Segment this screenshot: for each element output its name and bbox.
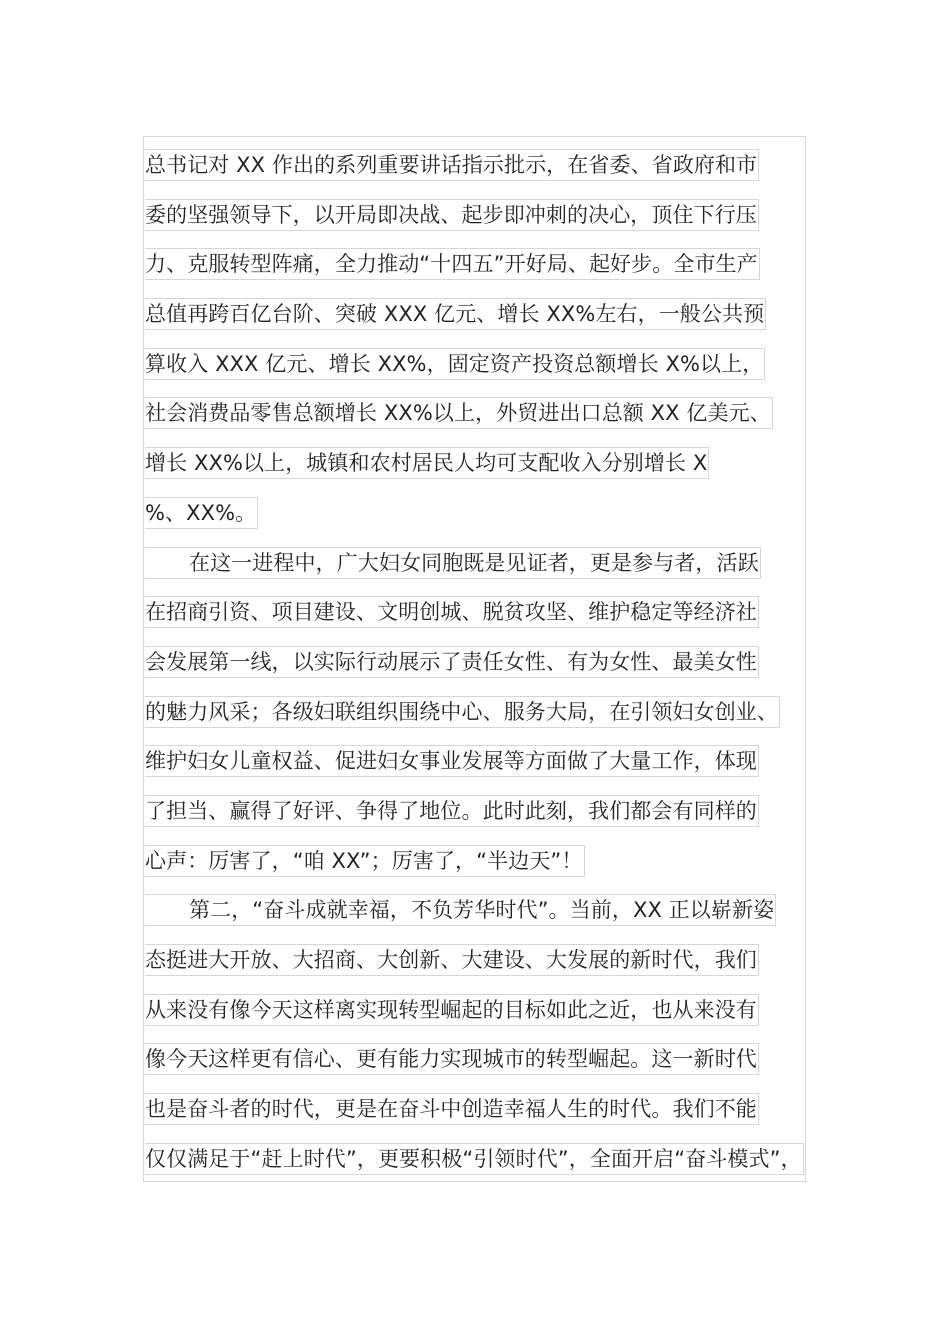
text-line [145, 983, 835, 1033]
text-line [145, 635, 835, 685]
document-body [145, 138, 835, 1181]
text-line [145, 237, 835, 287]
line-text: %、XX%。 [145, 497, 258, 529]
line-text: 的魅力风采；各级妇联组织围绕中心、服务大局，在引领妇女创业、 [145, 696, 780, 728]
line-text: 算收入 XXX 亿元、增长 XX%，固定资产投资总额增长 X%以上， [145, 348, 765, 380]
text-line [145, 1032, 835, 1082]
text-line [145, 834, 835, 884]
text-line [145, 1132, 835, 1182]
paragraph-start-line [145, 536, 835, 586]
line-text: 增长 XX%以上，城镇和农村居民人均可支配收入分别增长 X [145, 447, 709, 479]
line-text: 总值再跨百亿台阶、突破 XXX 亿元、增长 XX%左右，一般公共预 [145, 298, 766, 330]
line-text: 了担当、赢得了好评、争得了地位。此时此刻，我们都会有同样的 [145, 795, 759, 827]
text-line [145, 685, 835, 735]
text-line [145, 734, 835, 784]
line-text: 也是奋斗者的时代，更是在奋斗中创造幸福人生的时代。我们不能 [145, 1093, 759, 1125]
text-line [145, 1082, 835, 1132]
line-text: 力、克服转型阵痛，全力推动“十四五”开好局、起好步。全市生产 [145, 248, 760, 280]
text-line [145, 188, 835, 238]
text-line [145, 486, 835, 536]
line-text: 在招商引资、项目建设、文明创城、脱贫攻坚、维护稳定等经济社 [145, 596, 759, 628]
line-text: 第二，“奋斗成就幸福，不负芳华时代”。当前，XX 正以崭新姿 [145, 894, 776, 926]
line-text: 总书记对 XX 作出的系列重要讲话指示批示，在省委、省政府和市 [145, 149, 759, 181]
paragraph-start-line [145, 883, 835, 933]
text-line [145, 287, 835, 337]
line-text: 态挺进大开放、大招商、大创新、大建设、大发展的新时代，我们 [145, 944, 759, 976]
line-text: 维护妇女儿童权益、促进妇女事业发展等方面做了大量工作，体现 [145, 745, 759, 777]
text-line [145, 933, 835, 983]
text-line [145, 386, 835, 436]
line-text: 仅仅满足于“赶上时代”，更要积极“引领时代”，全面开启“奋斗模式”， [145, 1143, 804, 1175]
text-line [145, 337, 835, 387]
line-text: 心声：厉害了，“咱 XX”；厉害了，“半边天”！ [145, 845, 585, 877]
line-text: 在这一进程中，广大妇女同胞既是见证者，更是参与者，活跃 [145, 547, 761, 579]
text-line [145, 784, 835, 834]
text-line [145, 585, 835, 635]
line-text: 社会消费品零售总额增长 XX%以上，外贸进出口总额 XX 亿美元、 [145, 397, 773, 429]
text-line [145, 138, 835, 188]
line-text: 从来没有像今天这样离实现转型崛起的目标如此之近，也从来没有 [145, 994, 759, 1026]
text-line [145, 436, 835, 486]
line-text: 委的坚强领导下，以开局即决战、起步即冲刺的决心，顶住下行压 [145, 199, 759, 231]
line-text: 会发展第一线，以实际行动展示了责任女性、有为女性、最美女性 [145, 646, 759, 678]
line-text: 像今天这样更有信心、更有能力实现城市的转型崛起。这一新时代 [145, 1043, 759, 1075]
